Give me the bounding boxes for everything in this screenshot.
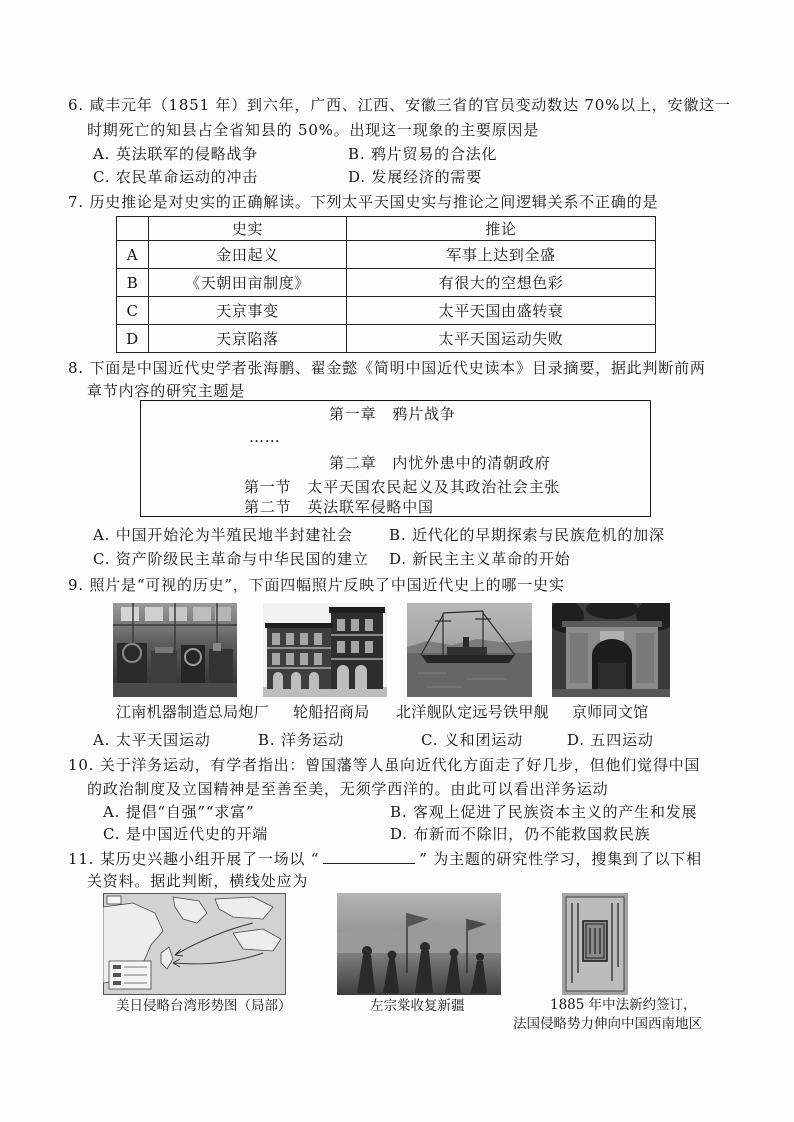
inference-cell: 有很大的空想色彩 bbox=[347, 269, 656, 297]
q10-option-d: D. 布新而不除旧，仍不能救国救民族 bbox=[390, 825, 651, 843]
map-tag bbox=[107, 896, 121, 904]
q9-caption-merchants: 轮船招商局 bbox=[293, 703, 370, 721]
dingyuan-ironclad-photo bbox=[407, 603, 532, 697]
table-row bbox=[117, 297, 656, 325]
table-of-contents-box bbox=[140, 400, 651, 517]
sino-french-treaty-document bbox=[562, 893, 628, 995]
q9-stem-line-1: 9. 照片是“可视的历史”，下面四幅照片反映了中国近代史上的哪一史实 bbox=[68, 576, 565, 594]
q10-option-c: C. 是中国近代史的开端 bbox=[103, 825, 269, 843]
q10-stem-line-2: 的政治制度及立国精神是至善至美，无须学西洋的。由此可以看出洋务运动 bbox=[87, 780, 609, 798]
q8-stem-line-1: 8. 下面是中国近代史学者张海鹏、翟金懿《简明中国近代史读本》目录摘要，据此判断前两 bbox=[68, 359, 706, 377]
q11-stem-line-2: 关资料。据此判断，横线处应为 bbox=[87, 872, 309, 890]
q9-option-c: C. 义和团运动 bbox=[421, 731, 523, 749]
xinjiang-recovery-painting bbox=[337, 893, 501, 995]
taiwan-invasion-map bbox=[103, 893, 286, 995]
table-row bbox=[117, 325, 656, 353]
q8-option-a: A. 中国开始沦为半殖民地半封建社会 bbox=[93, 526, 353, 544]
table-row bbox=[117, 269, 656, 297]
q11-stem-after-blank: ” 为主题的研究性学习，搜集到了以下相 bbox=[419, 850, 702, 868]
inference-cell: 太平天国运动失败 bbox=[347, 325, 656, 353]
inference-cell: 军事上达到全盛 bbox=[347, 241, 656, 269]
toc-section-2-label: 第二节 bbox=[244, 498, 292, 516]
table-row bbox=[117, 241, 656, 269]
q6-option-b: B. 鸦片贸易的合法化 bbox=[348, 145, 498, 163]
seal bbox=[583, 921, 607, 961]
toc-section-2-title: 英法联军侵略中国 bbox=[307, 498, 434, 516]
q9-option-a: A. 太平天国运动 bbox=[93, 731, 211, 749]
q11-caption-document-line-1: 1885 年中法新约签订， bbox=[550, 997, 697, 1013]
q11-caption-painting: 左宗棠收复新疆 bbox=[370, 998, 465, 1014]
toc-ellipsis: …… bbox=[249, 428, 281, 446]
q6-stem-line-2: 时期死亡的知县占全省知县的 50%。出现这一现象的主要原因是 bbox=[87, 121, 540, 139]
arsenal-workshop-photo bbox=[113, 603, 237, 697]
gate-wall bbox=[562, 621, 662, 689]
q8-option-c: C. 资产阶级民主革命与中华民国的建立 bbox=[93, 550, 369, 568]
table-corner-cell bbox=[117, 217, 149, 241]
toc-section-1 bbox=[244, 478, 560, 496]
workshop-floor bbox=[113, 683, 237, 697]
ground bbox=[552, 689, 670, 697]
q6-option-a: A. 英法联军的侵略战争 bbox=[93, 145, 258, 163]
q8-stem-line-2: 章节内容的研究主题是 bbox=[87, 382, 246, 400]
q10-stem-line-1: 10. 关于洋务运动，有学者指出：曾国藩等人虽向近代化方面走了好几步，但他们觉得中国 bbox=[68, 756, 701, 774]
q11-stem-before-blank: 11. 某历史兴趣小组开展了一场以 “ bbox=[68, 850, 320, 868]
table-header-fact: 史实 bbox=[149, 217, 347, 241]
tongwen-guan-gate-photo bbox=[552, 603, 670, 697]
q10-option-a: A. 提倡“自强”“求富” bbox=[103, 803, 255, 821]
row-label: D bbox=[117, 325, 149, 353]
toc-chapter-1 bbox=[329, 405, 456, 423]
q6-option-c: C. 农民革命运动的冲击 bbox=[93, 168, 259, 186]
row-label: C bbox=[117, 297, 149, 325]
toc-chapter-2-label: 第二章 bbox=[329, 454, 377, 472]
toc-chapter-2-title: 内忧外患中的清朝政府 bbox=[392, 454, 551, 472]
toc-chapter-1-label: 第一章 bbox=[329, 405, 377, 423]
q6-option-d: D. 发展经济的需要 bbox=[348, 168, 483, 186]
map-legend bbox=[109, 961, 151, 989]
q9-caption-arsenal: 江南机器制造总局炮厂 bbox=[116, 703, 270, 721]
fact-cell: 天京事变 bbox=[149, 297, 347, 325]
q7-table bbox=[116, 216, 656, 353]
q11-caption-document-line-2: 法国侵略势力伸向中国西南地区 bbox=[513, 1016, 702, 1032]
merchants-building-photo bbox=[263, 603, 387, 697]
q9-option-b: B. 洋务运动 bbox=[258, 731, 345, 749]
toc-chapter-1-title: 鸦片战争 bbox=[392, 405, 456, 423]
q8-option-b: B. 近代化的早期探索与民族危机的加深 bbox=[389, 526, 665, 544]
fact-cell: 金田起义 bbox=[149, 241, 347, 269]
toc-section-1-label: 第一节 bbox=[244, 478, 292, 496]
q7-stem-line-1: 7. 历史推论是对史实的正确解读。下列太平天国史实与推论之间逻辑关系不正确的是 bbox=[68, 193, 659, 211]
q9-caption-dingyuan: 北洋舰队定远号铁甲舰 bbox=[396, 703, 550, 721]
answer-blank bbox=[323, 849, 415, 864]
fact-cell: 《天朝田亩制度》 bbox=[149, 269, 347, 297]
table-header-inference: 推论 bbox=[347, 217, 656, 241]
q6-stem-line-1: 6. 咸丰元年（1851 年）到六年，广西、江西、安徽三省的官员变动数达 70%以上，安徽这一 bbox=[68, 96, 731, 114]
fact-cell: 天京陷落 bbox=[149, 325, 347, 353]
q10-option-b: B. 客观上促进了民族资本主义的产生和发展 bbox=[390, 803, 698, 821]
toc-section-2 bbox=[244, 498, 434, 516]
toc-section-1-title: 太平天国农民起义及其政治社会主张 bbox=[307, 478, 561, 496]
q9-caption-tongwen: 京师同文馆 bbox=[572, 703, 649, 721]
row-label: B bbox=[117, 269, 149, 297]
q8-option-d: D. 新民主主义革命的开始 bbox=[389, 550, 571, 568]
q11-caption-map: 美日侵略台湾形势图（局部） bbox=[116, 998, 292, 1014]
toc-chapter-2 bbox=[329, 454, 550, 472]
table-header-row bbox=[117, 217, 656, 241]
inference-cell: 太平天国由盛转衰 bbox=[347, 297, 656, 325]
q9-option-d: D. 五四运动 bbox=[567, 731, 654, 749]
q11-stem-line-1 bbox=[68, 849, 702, 868]
row-label: A bbox=[117, 241, 149, 269]
